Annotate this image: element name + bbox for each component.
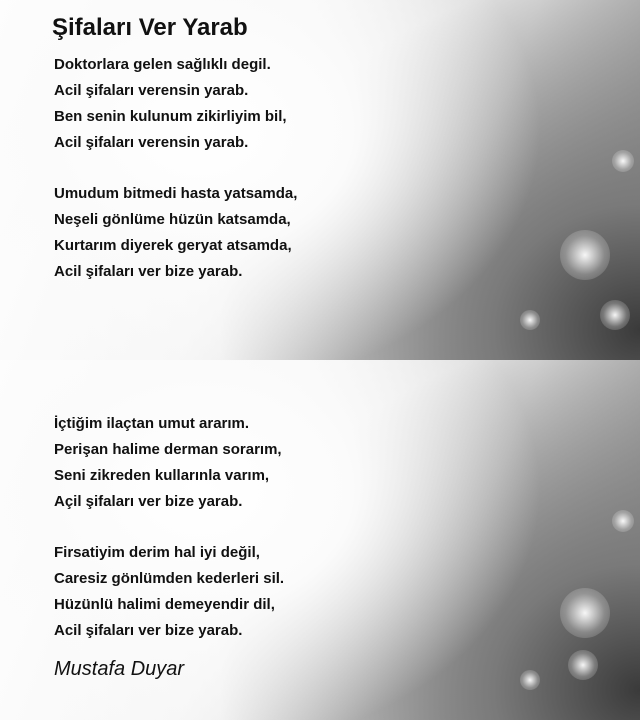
poem-line: Açil şifaları ver bize yarab. [54,493,243,510]
poem-stanza [54,52,287,156]
light-bokeh-decoration [612,150,634,172]
poem-line: İçtiğim ilaçtan umut ararım. [54,415,250,432]
poem-line: Firsatiyim derim hal iyi değil, [54,544,260,561]
poem-line: Hüzünlü halimi demeyendir dil, [54,596,275,613]
poem-line: Seni zikreden kullarınla varım, [54,467,270,484]
light-bokeh-decoration [560,588,610,638]
poem-line: Acil şifaları ver bize yarab. [54,622,243,639]
poem-panel-bottom [0,360,640,720]
poem-line: Acil şifaları verensin yarab. [54,134,249,151]
poem-author: Mustafa Duyar [54,658,185,680]
light-bokeh-decoration [612,510,634,532]
poem-line: Neşeli gönlüme hüzün katsamda, [54,211,291,228]
poem-stanza [54,411,282,515]
poem-line: Acil şifaları verensin yarab. [54,82,249,99]
light-bokeh-decoration [600,300,630,330]
light-bokeh-decoration [568,650,598,680]
poem-stanza [54,540,284,644]
poem-line: Doktorlara gelen sağlıklı degil. [54,56,271,73]
light-bokeh-decoration [560,230,610,280]
poem-stanza [54,181,297,285]
poem-line: Kurtarım diyerek geryat atsamda, [54,237,292,254]
light-bokeh-decoration [520,310,540,330]
poem-line: Ben senin kulunum zikirliyim bil, [54,108,287,125]
poem-line: Caresiz gönlümden kederleri sil. [54,570,285,587]
light-bokeh-decoration [520,670,540,690]
poem-line: Perişan halime derman sorarım, [54,441,282,458]
poem-line: Acil şifaları ver bize yarab. [54,263,243,280]
poem-line: Umudum bitmedi hasta yatsamda, [54,185,298,202]
poem-title: Şifaları Ver Yarab [52,14,248,41]
